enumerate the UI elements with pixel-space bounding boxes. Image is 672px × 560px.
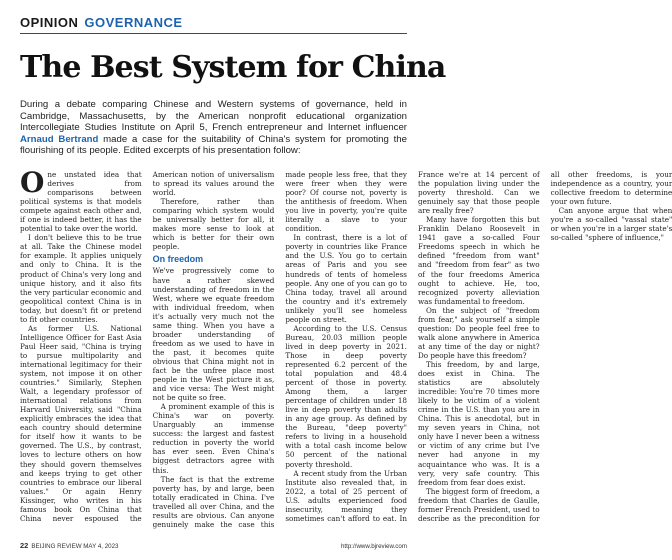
drop-cap: O	[20, 166, 45, 199]
section-sublabel: GOVERNANCE	[84, 15, 183, 30]
paragraph: The fact is that the extreme poverty has, by and large, been totally eradicated in China. I've travelled all over China, and the results are obvious. Can anyone genuinely make the case this made people less free, that they were freer when they were poor? Of course not, poverty is the antithesis of freedom. When you live in poverty, you're quite literally a slave to your condition.	[152, 170, 407, 529]
paragraph: As former U.S. National Intelligence Officer for East Asia Paul Heer said, "China is trying to pursue multipolarity and international legitimacy for their system, not impose it on other countries." Similarly, Stephen Walt, a legendary professor of international relations from Harvard University, said "China explicitly embraces the idea that each country should determine for itself how it wants to be governed. The U.S., by contrast, loves to lecture others on how they should govern themselves and keeps trying to get other countries to embrace our liberal values." Or again Henry Kissinger, who writes in his famous book On China that China never espoused the American notion of universalism to spread its values around the world.	[20, 170, 275, 523]
paragraph-text: ne unstated idea that derives from comparisons between political systems is that models compete against each other and, if one is indeed better, it has the potential to take over the world.	[20, 170, 142, 234]
paragraph: According to the U.S. Census Bureau, 20.03 million people lived in deep poverty in 2021. Those in deep poverty represented 6.2 percent of the total population and 48.4 percent of those in poverty. Among them, a larger percentage of children under 18 live in deep poverty than adults in any age group. As defined by the Bureau, "deep poverty" refers to living in a household with a total cash income below 50 percent of the national poverty threshold.	[285, 323, 407, 469]
paragraph: On the subject of "freedom from fear," ask yourself a simple question: Do people feel free to walk alone anywhere in America at any time of the day or night? Do people have this freedom?	[417, 305, 540, 360]
author-name: Arnaud Bertrand	[20, 133, 99, 145]
paragraph	[20, 166, 142, 234]
dek	[20, 99, 407, 157]
paragraph: Many have forgotten this but Franklin Delano Roosevelt in 1941 gave a so-called Four Freedoms speech in which he defined "freedom from want" and "freedom from fear" as two of the four freedoms America ought to achieve. He, too, recognized poverty alleviation was fundamental to freedom.	[417, 215, 540, 306]
website-url: http://www.bjreview.com	[340, 543, 407, 550]
dek-text-end: made a case for the suitability of China's system for promoting the flourishing of its people. Edited excerpts of his presentation follow:	[20, 133, 407, 157]
section-header	[20, 12, 407, 34]
headline: The Best System for China	[20, 50, 446, 85]
subheading-freedom: On freedom	[152, 254, 204, 265]
paragraph: We've progressively come to have a rather skewed understanding of freedom in the West, where we equate freedom with individual freedom, when it's actually very much not the same thing. When you have a broader understanding of freedom as we used to have in the past, it becomes quite obvious that China might not in fact be the unfree place most people in the West picture it as, and vice versa: The West might not be quite so free.	[152, 266, 275, 403]
paragraph: The biggest form of freedom, a freedom that Charles de Gaulle, former French President, used to describe as the precondition for all other freedoms, is your independence as a country, your collective freedom to determine your own future.	[417, 170, 672, 523]
paragraph: I don't believe this to be true at all. Take the Chinese model for example. It applies uniquely and only to China. It is the product of China's very long and unique history, and it also fits the very particular economic and geopolitical context China is in today, but doesn't fit or pretend to fit other countries.	[20, 233, 142, 324]
paragraph: This freedom, by and large, does exist in China. The statistics are absolutely incredible: You're 70 times more likely to be victim of a violent crime in the U.S. than you are in China. This is anecdotal, but in my seven years in China, not only have I never been a witness or victim of any crime but I've never had anyone in my acquaintance who was. It is a very, very safe country. This freedom from fear does exist.	[417, 359, 540, 487]
article-body	[20, 166, 672, 530]
paragraph: Therefore, rather than comparing which system would be universally better for all, it makes more sense to look at which is better for their own people.	[152, 197, 275, 252]
section-label: OPINION	[20, 15, 79, 30]
footer-left	[20, 541, 118, 550]
paragraph: In contrast, there is a lot of poverty in countries like France and the U.S. You go to certain areas of Paris and you see hundreds of tents of homeless people. Any one of you can go to China today, travel all around the country and it's extremely unlikely you'll see homeless people on street.	[285, 233, 407, 324]
dek-text: During a debate comparing Chinese and Western systems of governance, held in Cambridge, Massachusetts, by the American nonprofit educational organization Intercollegiate Studies Institute on April 5, French entrepreneur and Internet influencer	[20, 99, 407, 134]
paragraph: Can anyone argue that when you're a so-called "vassal state" or when you're in a larger state's so-called "sphere of influence,"	[550, 206, 672, 243]
page-number: 22	[20, 541, 29, 550]
paragraph: A recent study from the Urban Institute also revealed that, in 2022, a total of 25 percent of U.S. adults experienced food insecurity, meaning they sometimes can't afford to eat. In France we're at 14 percent of the population living under the poverty threshold. Can we genuinely say that those people are really free?	[285, 170, 540, 523]
publication-info: BEIJING REVIEW MAY 4, 2023	[31, 543, 119, 550]
paragraph: A prominent example of this is China's war on poverty. Unarguably an immense success: the largest and fastest reduction in poverty the world has ever seen. Even China's biggest detractors agree with this.	[152, 402, 275, 475]
page-footer	[20, 538, 407, 550]
